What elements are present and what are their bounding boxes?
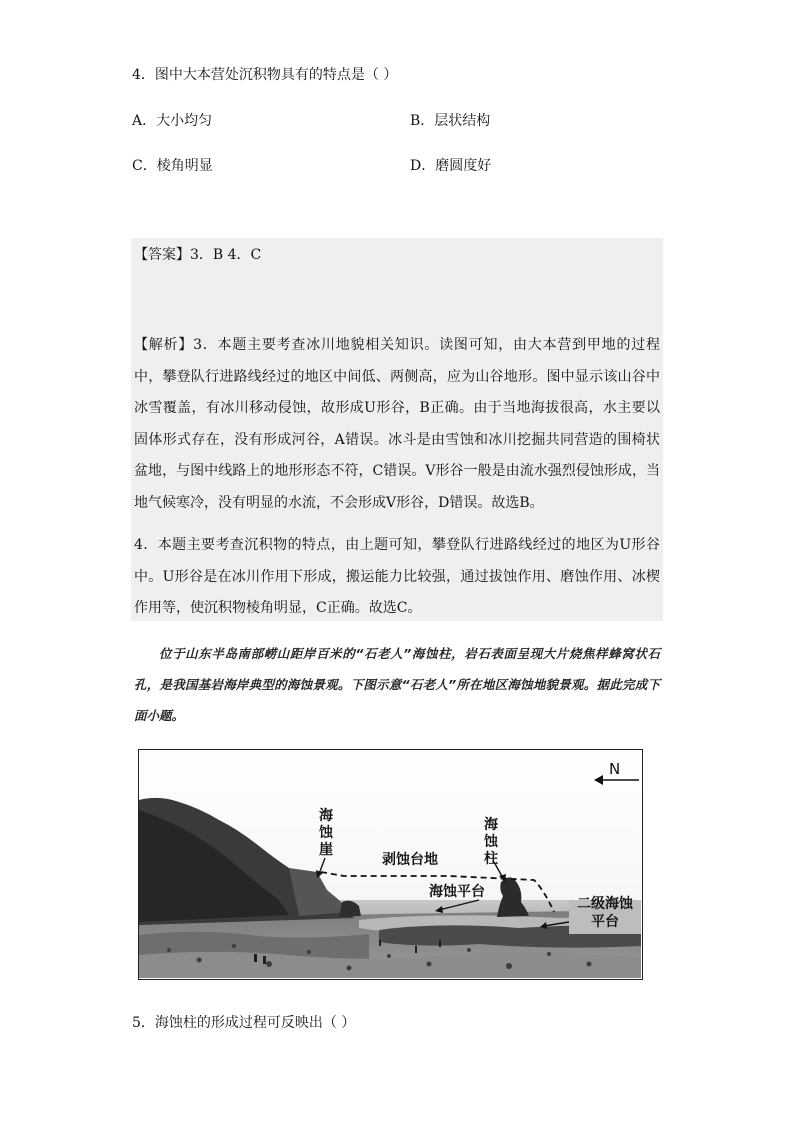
question-5-stem: 5．海蚀柱的形成过程可反映出（ ） bbox=[132, 1015, 356, 1031]
analysis-question-3: 【解析】3．本题主要考查冰川地貌相关知识。读图可知，由大本营到甲地的过程中，攀登队行进路线经过的地区中间低、两侧高，应为山谷地形。图中显示该山谷中冰雪覆盖，有冰川移动侵蚀，故形成U形谷，B正确。由于当地海拔很高，水主要以固体形式存在，没有形成河谷，A错误。冰斗是由雪蚀和冰川挖掘共同营造的围椅状盆地，与图中线路上的地形形态不符，C错误。V形谷一般是由流水强烈侵蚀形成，当地气候寒冷，没有明显的水流，不会形成V形谷，D错误。故选B。 bbox=[134, 337, 660, 511]
question-4-option-b[interactable]: B．层状结构 bbox=[410, 113, 491, 129]
reading-passage: 位于山东半岛南部崂山距岸百米的“石老人”海蚀柱，岩石表面呈现大片烧焦样蜂窝状石孔，是我国基岩海岸典型的海蚀景观。下图示意“石老人”所在地区海蚀地貌景观。据此完成下面小题。 bbox=[134, 646, 660, 723]
north-indicator-label: N bbox=[609, 760, 621, 778]
sea-stack-label: 海 蚀 柱 bbox=[484, 817, 498, 867]
denudation-terrace-label: 剥蚀台地 bbox=[382, 852, 438, 868]
answer-text: 【答案】3．B 4．C bbox=[134, 247, 262, 263]
question-4-option-d[interactable]: D．磨圆度好 bbox=[410, 158, 492, 174]
question-4-option-c[interactable]: C．棱角明显 bbox=[132, 158, 213, 174]
secondary-platform-label-line2: 平台 bbox=[591, 914, 619, 930]
coastal-landform-figure bbox=[138, 749, 643, 980]
secondary-platform-label-line1: 二级海蚀 bbox=[577, 896, 633, 912]
sea-cliff-label: 海 蚀 崖 bbox=[319, 808, 333, 858]
wave-cut-platform-label: 海蚀平台 bbox=[429, 884, 485, 900]
analysis-question-4: 4．本题主要考查沉积物的特点，由上题可知，攀登队行进路线经过的地区为U形谷中。U形谷是在冰川作用下形成，搬运能力比较强，通过拔蚀作用、磨蚀作用、冰楔作用等，使沉积物棱角明显，C正确。故选C。 bbox=[134, 537, 660, 616]
question-4-option-a[interactable]: A．大小均匀 bbox=[132, 113, 213, 129]
question-4-stem: 4．图中大本营处沉积物具有的特点是（ ） bbox=[132, 67, 398, 83]
